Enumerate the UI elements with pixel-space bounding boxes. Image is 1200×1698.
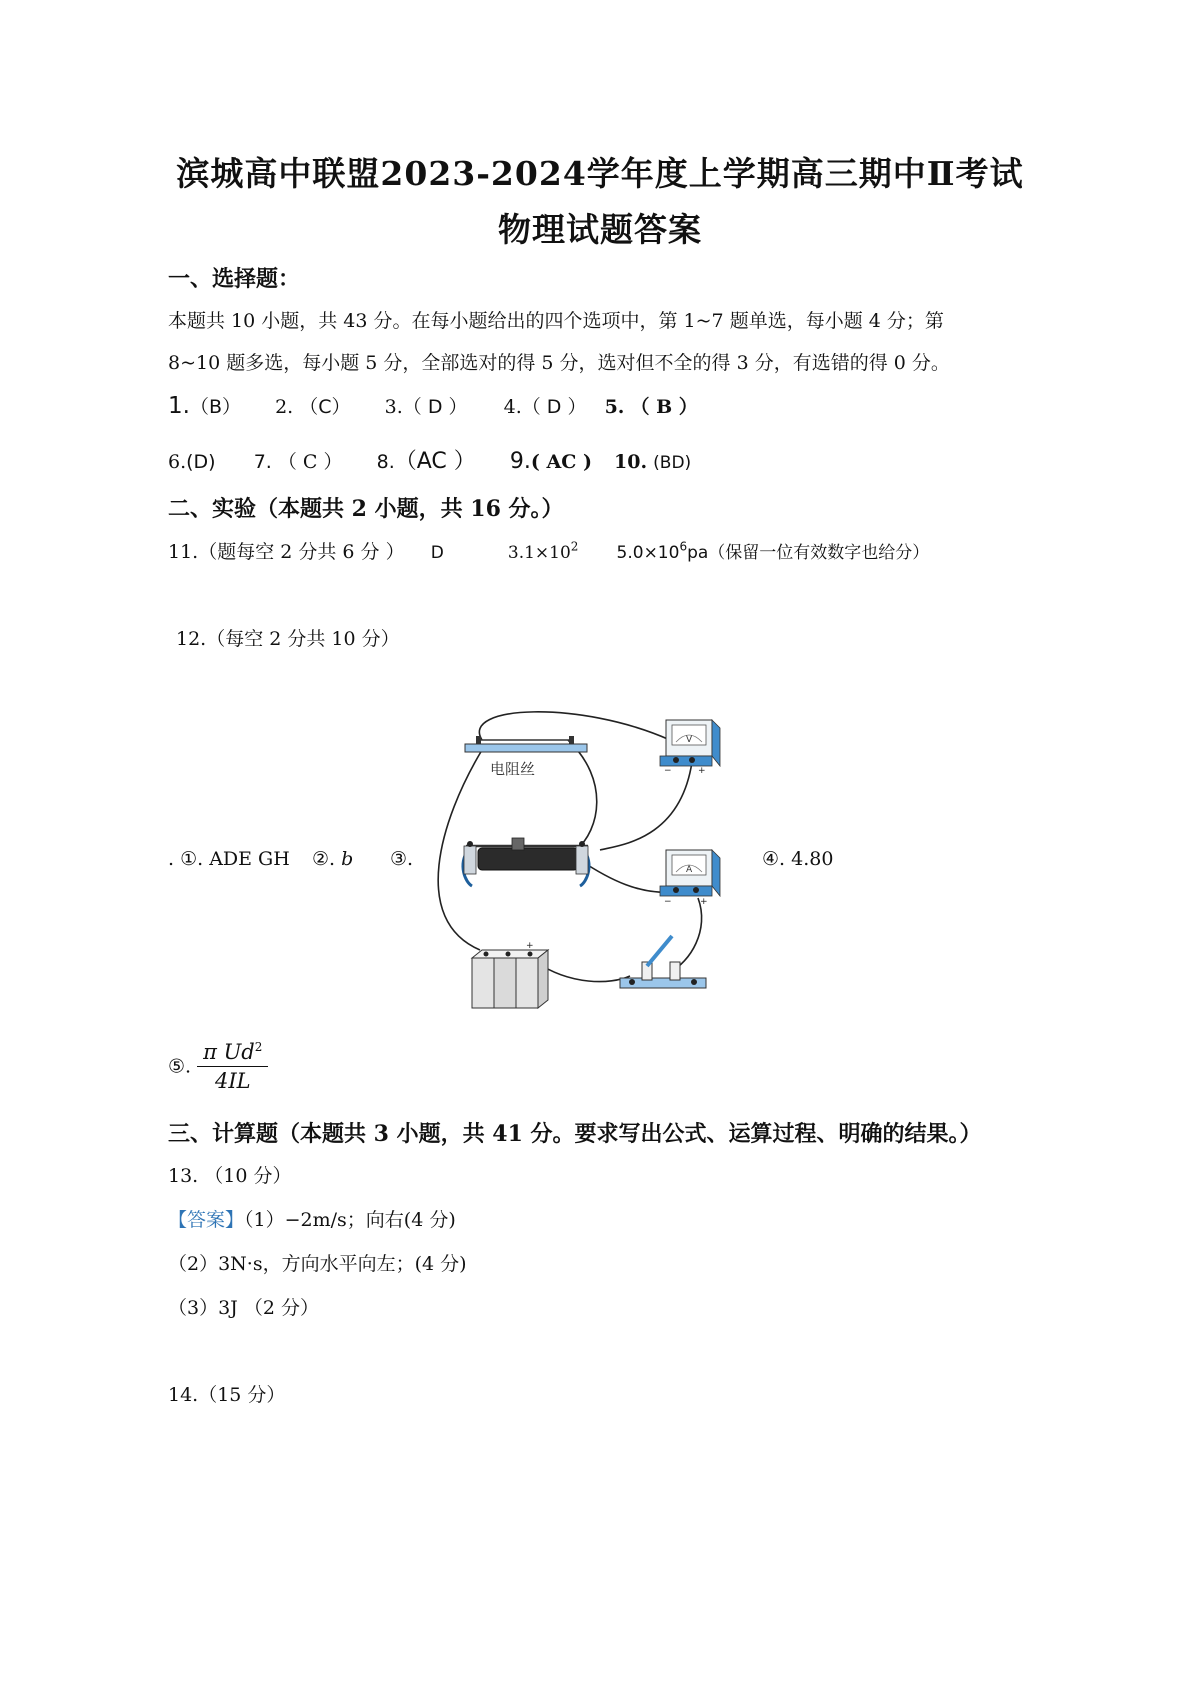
q4-answer: （ D ） bbox=[521, 396, 587, 418]
q11-label: 11.（题每空 2 分共 6 分 ） bbox=[168, 541, 405, 563]
section1-heading: 一、选择题： bbox=[168, 266, 301, 292]
section3-heading: 三、计算题（本题共 3 小题，共 41 分。要求写出公式、运算过程、明确的结果。） bbox=[168, 1121, 982, 1147]
wire-ammeter-to-switch bbox=[670, 898, 702, 972]
q12-answer-4: ④. 4.80 bbox=[762, 848, 834, 870]
q3-answer: （ D ） bbox=[402, 396, 468, 418]
fraction-denominator: 4IL bbox=[214, 1069, 251, 1093]
q13-answer-line1 bbox=[168, 1205, 456, 1232]
section2-heading: 二、实验（本题共 2 小题，共 16 分。） bbox=[168, 496, 564, 522]
q13-answer-2: （2）3N·s，方向水平向左；(4 分) bbox=[168, 1253, 467, 1275]
q9-number: 9. bbox=[509, 449, 531, 474]
voltmeter bbox=[660, 720, 720, 776]
switch bbox=[620, 936, 706, 988]
section1-desc-line1: 本题共 10 小题，共 43 分。在每小题给出的四个选项中，第 1~7 题单选，每小题 4 分；第 bbox=[168, 310, 944, 332]
ammeter-label: A bbox=[686, 865, 693, 875]
q5-number: 5. bbox=[604, 396, 625, 418]
page-title: 滨城高中联盟2023-2024学年度上学期高三期中Ⅱ考试 bbox=[176, 154, 1024, 193]
q7-number: 7. bbox=[253, 451, 272, 473]
q6-answer: (D) bbox=[186, 451, 216, 473]
resistance-wire-board bbox=[465, 736, 587, 778]
choice-row-1 bbox=[168, 392, 698, 419]
q13-label: 13. （10 分） bbox=[168, 1165, 292, 1187]
q11-line bbox=[168, 537, 929, 564]
q8-answer: （AC ） bbox=[394, 449, 476, 474]
fraction-numerator: π Ud$^2$ bbox=[197, 1040, 268, 1067]
q7-answer: （ C ） bbox=[277, 451, 343, 473]
q10-number: 10. bbox=[614, 451, 648, 473]
wire-battery-to-switch bbox=[536, 962, 630, 982]
q9-answer: ( AC ) bbox=[530, 451, 592, 473]
q12-answer-2-value: b bbox=[341, 848, 354, 870]
ammeter bbox=[660, 850, 720, 907]
wire-voltmeter-to-rheostat bbox=[600, 762, 692, 850]
q11-answer-3-exp: 6 bbox=[679, 539, 688, 554]
voltmeter-label: V bbox=[686, 735, 693, 745]
q12-answer-5-fraction bbox=[197, 1040, 268, 1093]
q10-answer: (BD) bbox=[653, 453, 692, 473]
q13-answer-3: （3）3J （2 分） bbox=[168, 1297, 319, 1319]
q12-answer-5-prefix: ⑤. bbox=[168, 1055, 192, 1078]
ammeter-plus: + bbox=[700, 897, 708, 907]
q6-number: 6. bbox=[168, 451, 187, 473]
q1-number: 1. bbox=[168, 393, 190, 419]
section1-desc-line2: 8~10 题多选，每小题 5 分，全部选对的得 5 分，选对但不全的得 3 分，有选错的得 0 分。 bbox=[168, 352, 950, 374]
q3-number: 3. bbox=[384, 396, 403, 418]
ammeter-minus: − bbox=[664, 897, 672, 907]
q13-answer-1: （1）−2m/s；向右(4 分) bbox=[244, 1209, 456, 1231]
q11-answer-2-exp: 2 bbox=[570, 539, 579, 554]
circuit-diagram bbox=[420, 700, 750, 1030]
q11-answer-1: D bbox=[430, 543, 444, 563]
resistance-wire-label: 电阻丝 bbox=[490, 760, 536, 778]
q2-answer: （C） bbox=[299, 396, 351, 418]
q12-answer-2-prefix: ②. bbox=[312, 848, 336, 870]
q12-label: 12.（每空 2 分共 10 分） bbox=[176, 628, 400, 650]
q12-answer-2 bbox=[312, 848, 353, 870]
wire-top-to-voltmeter bbox=[479, 712, 670, 740]
battery-pack bbox=[472, 941, 548, 1008]
q4-number: 4. bbox=[503, 396, 522, 418]
rheostat bbox=[463, 838, 589, 886]
q11-answer-3-unit: pa（保留一位有效数字也给分） bbox=[687, 543, 930, 563]
page-subtitle: 物理试题答案 bbox=[498, 210, 702, 249]
answer-tag: 【答案】 bbox=[168, 1209, 245, 1231]
choice-row-2 bbox=[168, 444, 691, 475]
q2-number: 2. bbox=[275, 396, 294, 418]
q11-answer-2-base: 3.1×10 bbox=[507, 543, 571, 563]
voltmeter-plus: + bbox=[698, 766, 706, 776]
q12-answer-1: . ①. ADE GH bbox=[168, 848, 290, 870]
q12-answer-5 bbox=[168, 1040, 268, 1093]
q1-answer: （B） bbox=[189, 396, 241, 418]
voltmeter-minus: − bbox=[664, 766, 672, 776]
q5-answer: （ B ） bbox=[630, 396, 698, 418]
q11-answer-3-base: 5.0×10 bbox=[616, 543, 680, 563]
q12-answer-3: ③. bbox=[390, 848, 414, 870]
wire-resistor-to-rheostat bbox=[568, 740, 597, 850]
q14-label: 14.（15 分） bbox=[168, 1384, 286, 1406]
battery-plus: + bbox=[526, 941, 534, 951]
q8-number: 8. bbox=[376, 451, 395, 473]
